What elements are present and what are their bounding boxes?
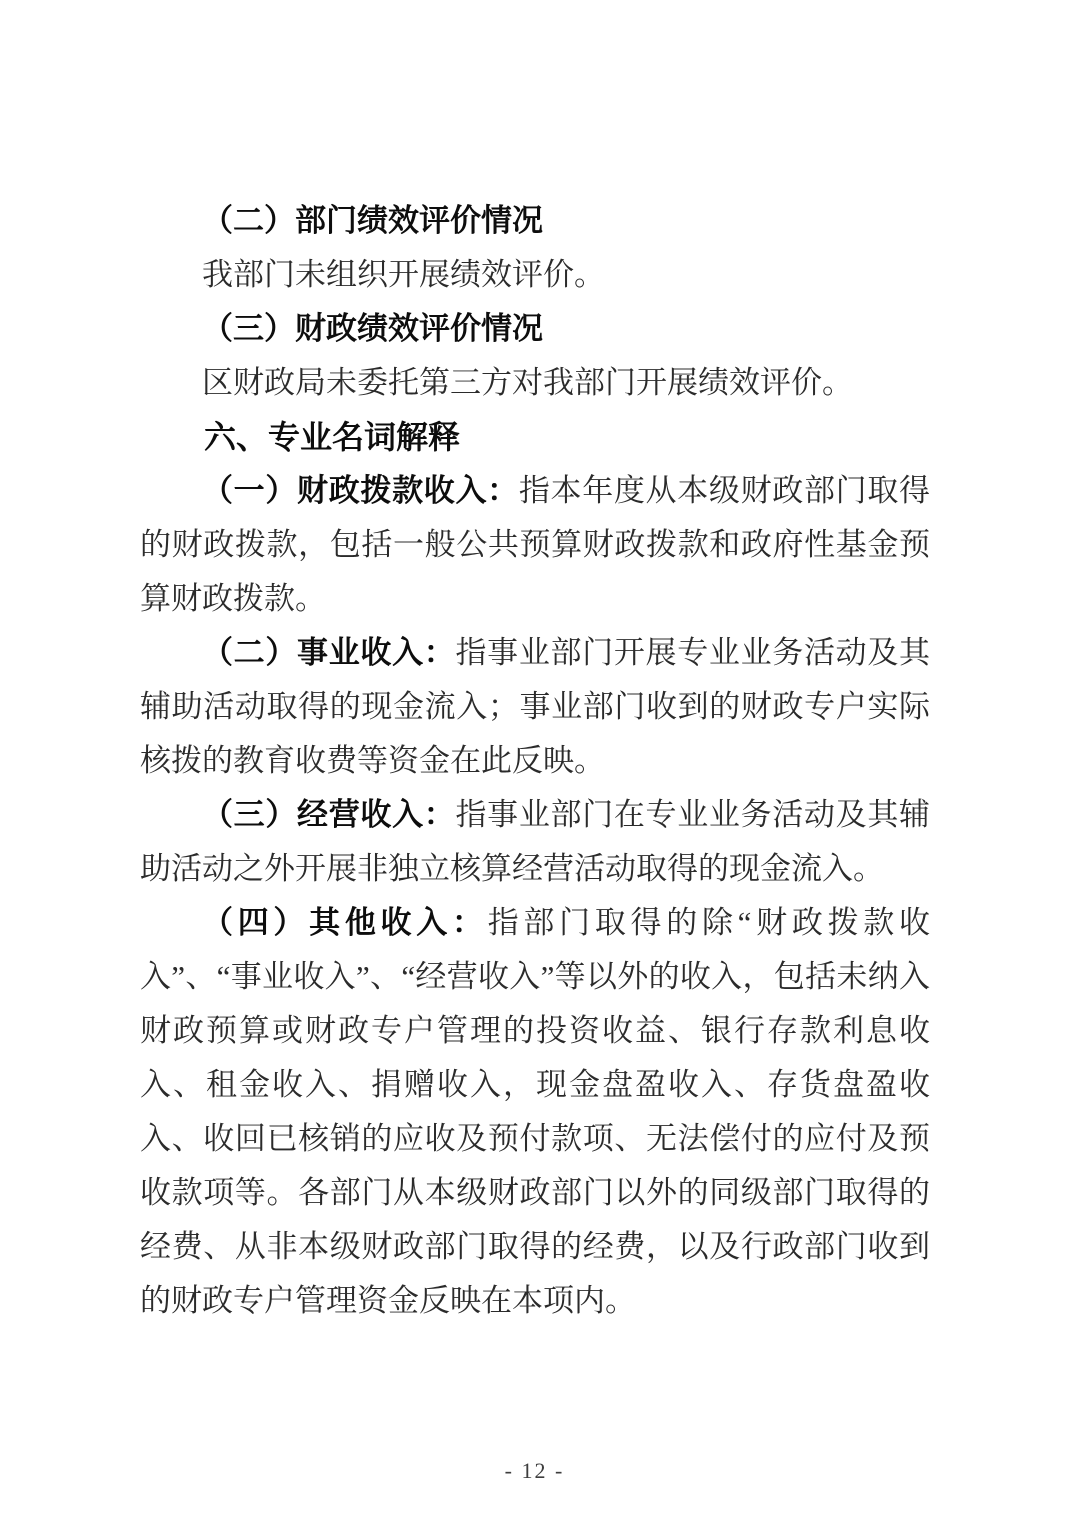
term-definition-fiscal-appropriation-income: 指本年度从本级财政部门取得的财政拨款，包括一般公共预算财政拨款和政府性基金预算财政拨款。 — [140, 473, 931, 616]
term-paragraph-fiscal-appropriation-income — [140, 464, 930, 626]
term-paragraph-operating-income — [140, 788, 930, 896]
page-number: - 12 - — [504, 1458, 565, 1483]
document-content — [140, 194, 930, 1328]
term-label-fiscal-appropriation-income: （一）财政拨款收入： — [202, 473, 519, 508]
section-heading-fiscal-performance-eval: （三）财政绩效评价情况 — [202, 311, 543, 346]
term-definition-operating-income: 指事业部门在专业业务活动及其辅助活动之外开展非独立核算经营活动取得的现金流入。 — [140, 797, 931, 886]
term-definition-institutional-income: 指事业部门开展专业业务活动及其辅助活动取得的现金流入；事业部门收到的财政专户实际核拨的教育收费等资金在此反映。 — [140, 635, 931, 778]
term-label-other-income: （四）其他收入： — [202, 905, 488, 940]
paragraph-dept-performance-eval: 我部门未组织开展绩效评价。 — [202, 257, 605, 292]
term-label-operating-income: （三）经营收入： — [202, 797, 456, 832]
paragraph-fiscal-performance-eval: 区财政局未委托第三方对我部门开展绩效评价。 — [202, 365, 853, 400]
chapter-heading-terminology: 六、专业名词解释 — [204, 419, 461, 455]
term-paragraph-institutional-income — [140, 626, 930, 788]
term-paragraph-other-income — [140, 896, 930, 1328]
term-label-institutional-income: （二）事业收入： — [202, 635, 456, 670]
section-heading-dept-performance-eval: （二）部门绩效评价情况 — [202, 203, 543, 238]
term-definition-other-income: 指部门取得的除“财政拨款收入”、“事业收入”、“经营收入”等以外的收入，包括未纳入财政预算或财政专户管理的投资收益、银行存款利息收入、租金收入、捐赠收入，现金盘盈收入、存货盘盈收入、收回已核销的应收及预付款项、无法偿付的应付及预收款项等。各部门从本级财政部门以外的同级部门取得的经费、从非本级财政部门取得的经费，以及行政部门收到的财政专户管理资金反映在本项内。 — [140, 905, 931, 1318]
